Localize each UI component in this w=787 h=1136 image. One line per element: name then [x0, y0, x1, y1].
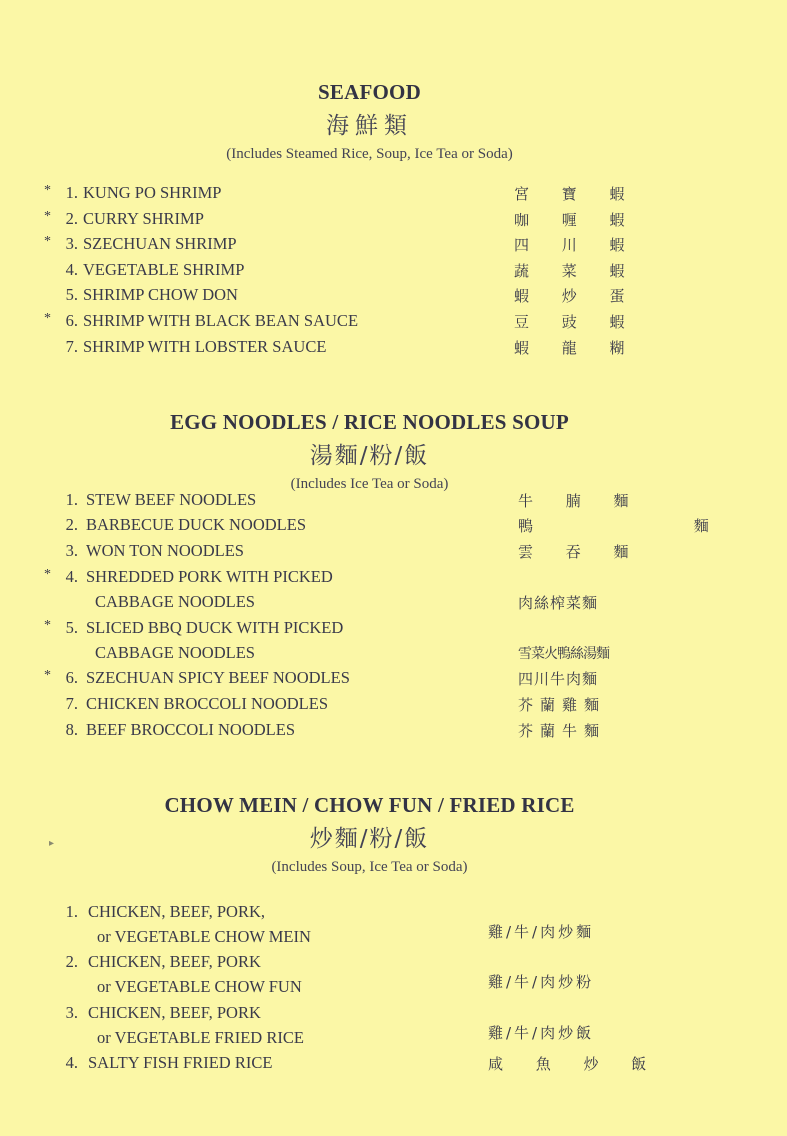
item-name: VEGETABLE SHRIMP — [83, 260, 245, 279]
item-number: 6. — [65, 668, 78, 687]
item-name-line2: or VEGETABLE CHOW FUN — [97, 977, 302, 996]
item-name: CHICKEN, BEEF, PORK — [88, 1003, 261, 1022]
item-chinese-name: 雪菜火鴨絲湯麵 — [518, 646, 609, 662]
spicy-star: * — [44, 209, 51, 224]
menu-item — [0, 1053, 739, 1077]
menu-item — [0, 1003, 739, 1027]
section-chinese-title: 炒麵/粉/飯 — [309, 826, 430, 852]
item-chinese-name: 咖 喱 蝦 — [514, 211, 639, 229]
item-number: 1. — [65, 183, 78, 202]
item-number: 2. — [65, 209, 78, 228]
item-name: SALTY FISH FRIED RICE — [88, 1053, 273, 1072]
item-chinese-name: 蔬 菜 蝦 — [514, 262, 639, 280]
item-number: 3. — [65, 541, 78, 560]
spicy-star: * — [44, 183, 51, 198]
item-chinese-name: 四川牛肉麵 — [518, 670, 599, 688]
item-name: CHICKEN BROCCOLI NOODLES — [86, 694, 329, 713]
menu-item-continued — [0, 923, 739, 951]
menu-item — [0, 209, 739, 233]
section-subtitle: (Includes Ice Tea or Soda) — [290, 476, 449, 492]
item-chinese-name: 鴨 麵 — [518, 517, 787, 535]
item-chinese-name: 四 川 蝦 — [514, 236, 639, 254]
menu-item — [0, 720, 739, 744]
item-name: SHRIMP WITH LOBSTER SAUCE — [83, 337, 327, 356]
section-chinese-title: 海鮮類 — [326, 113, 413, 139]
item-chinese-name: 雞/牛/肉炒粉 — [488, 973, 595, 991]
noodles-section-header — [0, 410, 739, 493]
item-number: 5. — [65, 618, 78, 637]
item-number: 2. — [65, 515, 78, 534]
menu-item — [0, 311, 739, 335]
item-name: WON TON NOODLES — [86, 541, 244, 560]
chowmein-section-header — [0, 793, 739, 876]
item-chinese-name: 蝦 龍 糊 — [514, 339, 639, 357]
item-number: 4. — [65, 260, 78, 279]
item-name-line2: CABBAGE NOODLES — [95, 643, 255, 662]
menu-item-continued — [0, 592, 739, 616]
item-number: 3. — [65, 234, 78, 253]
item-name: STEW BEEF NOODLES — [86, 490, 257, 509]
item-chinese-name: 牛 腩 麵 — [518, 492, 643, 510]
item-number: 6. — [65, 311, 78, 330]
item-number: 2. — [65, 952, 78, 971]
menu-item — [0, 260, 739, 284]
item-number: 7. — [65, 337, 78, 356]
item-name: SHREDDED PORK WITH PICKED — [86, 567, 333, 586]
menu-item — [0, 234, 739, 258]
menu-item — [0, 952, 739, 976]
item-name-line2: or VEGETABLE FRIED RICE — [97, 1028, 304, 1047]
section-title: CHOW MEIN / CHOW FUN / FRIED RICE — [164, 793, 575, 817]
spicy-star: * — [44, 668, 51, 683]
item-chinese-name: 芥蘭牛麵 — [518, 722, 607, 740]
menu-item — [0, 541, 739, 565]
menu-item — [0, 337, 739, 361]
item-name: SHRIMP CHOW DON — [83, 285, 238, 304]
print-speck: ▸ — [49, 838, 55, 849]
item-name-line2: or VEGETABLE CHOW MEIN — [97, 927, 311, 946]
item-name: SLICED BBQ DUCK WITH PICKED — [86, 618, 344, 637]
spicy-star: * — [44, 311, 51, 326]
item-number: 4. — [65, 567, 78, 586]
item-name-line2: CABBAGE NOODLES — [95, 592, 255, 611]
section-chinese-title: 湯麵/粉/飯 — [309, 443, 430, 469]
menu-item — [0, 183, 739, 207]
menu-item — [0, 902, 739, 926]
item-number: 7. — [65, 694, 78, 713]
section-title: SEAFOOD — [318, 80, 421, 104]
seafood-section-header — [0, 80, 739, 163]
item-chinese-name: 肉絲榨菜麵 — [518, 594, 599, 612]
menu-item — [0, 567, 739, 591]
item-name: SZECHUAN SPICY BEEF NOODLES — [86, 668, 350, 687]
menu-item — [0, 285, 739, 309]
section-title: EGG NOODLES / RICE NOODLES SOUP — [170, 410, 569, 434]
item-name: CHICKEN, BEEF, PORK, — [88, 902, 265, 921]
menu-item — [0, 490, 739, 514]
menu-item-continued — [0, 973, 739, 1001]
item-name: BARBECUE DUCK NOODLES — [86, 515, 307, 534]
spicy-star: * — [44, 618, 51, 633]
item-name: SZECHUAN SHRIMP — [83, 234, 237, 253]
item-chinese-name: 雞/牛/肉炒麵 — [488, 923, 595, 941]
item-number: 3. — [65, 1003, 78, 1022]
item-chinese-name: 雞/牛/肉炒飯 — [488, 1024, 595, 1042]
menu-item — [0, 515, 787, 539]
item-name: BEEF BROCCOLI NOODLES — [86, 720, 296, 739]
item-chinese-name: 豆 豉 蝦 — [514, 313, 639, 331]
item-chinese-name: 雲 吞 麵 — [518, 543, 643, 561]
item-chinese-name: 蝦 炒 蛋 — [514, 287, 639, 305]
menu-item — [0, 618, 739, 642]
item-chinese-name: 芥蘭雞麵 — [518, 696, 607, 714]
section-subtitle: (Includes Steamed Rice, Soup, Ice Tea or Soda) — [226, 146, 513, 162]
item-chinese-name: 咸 魚 炒 飯 — [488, 1055, 661, 1073]
item-name: CHICKEN, BEEF, PORK — [88, 952, 261, 971]
menu-item — [0, 694, 739, 718]
item-number: 1. — [65, 902, 78, 921]
section-subtitle: (Includes Soup, Ice Tea or Soda) — [271, 859, 468, 875]
item-number: 5. — [65, 285, 78, 304]
spicy-star: * — [44, 567, 51, 582]
item-number: 1. — [65, 490, 78, 509]
menu-item-continued — [0, 1024, 739, 1052]
item-name: KUNG PO SHRIMP — [83, 183, 222, 202]
menu-item — [0, 668, 739, 692]
item-name: CURRY SHRIMP — [83, 209, 204, 228]
item-number: 4. — [65, 1053, 78, 1072]
item-chinese-name: 宮 寶 蝦 — [514, 185, 639, 203]
item-name: SHRIMP WITH BLACK BEAN SAUCE — [83, 311, 359, 330]
menu-item-continued — [0, 643, 739, 667]
spicy-star: * — [44, 234, 51, 249]
item-number: 8. — [65, 720, 78, 739]
